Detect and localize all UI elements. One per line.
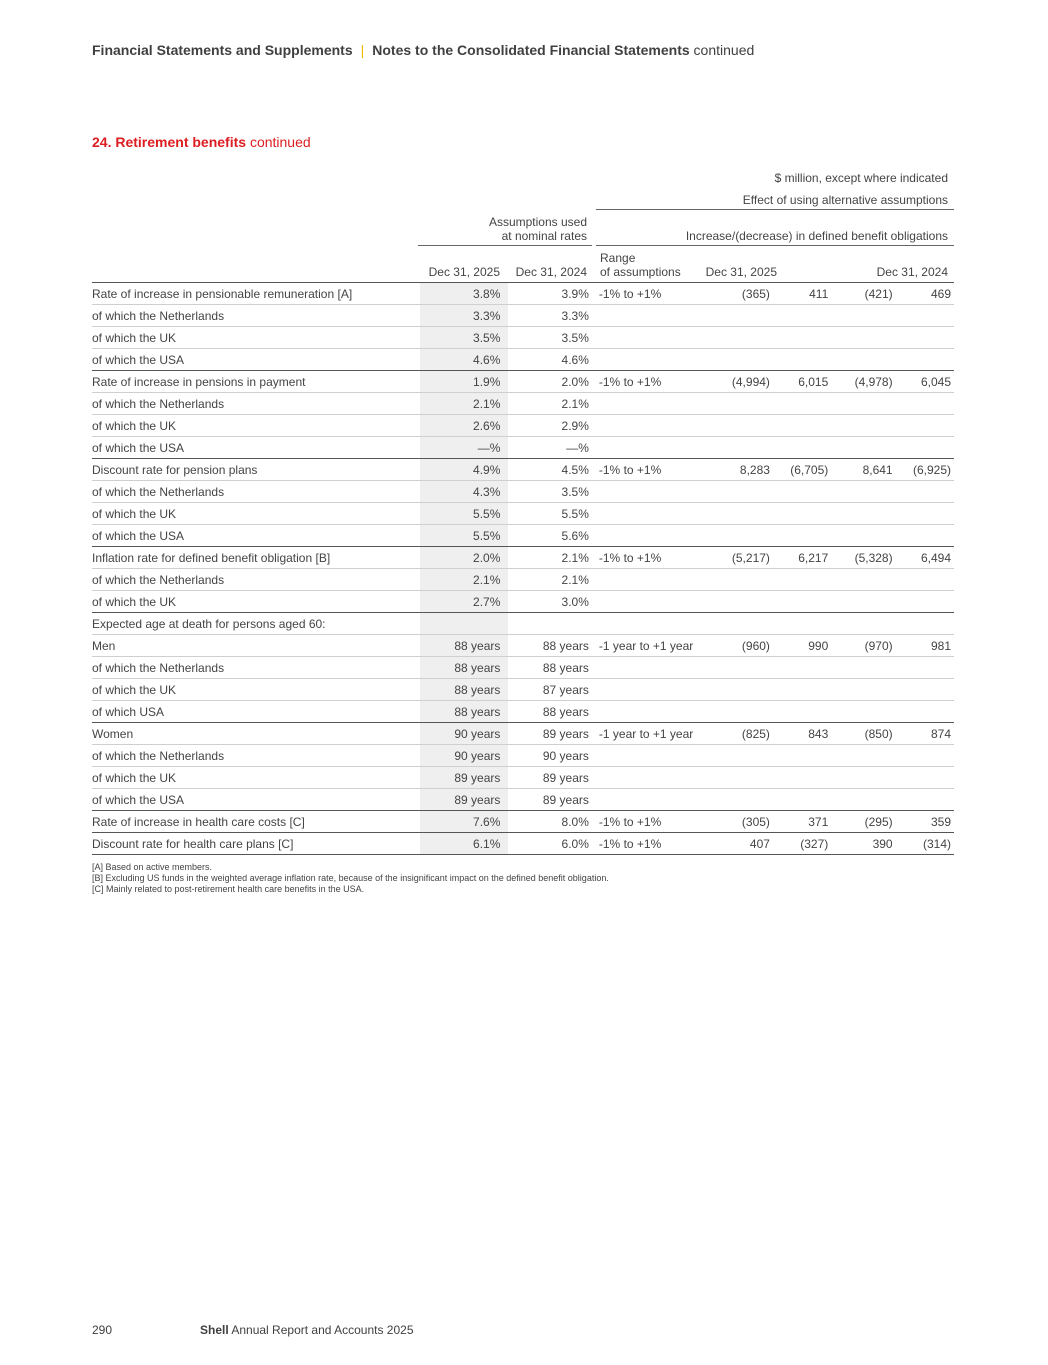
value-2025: 4.3% — [420, 481, 509, 503]
effect-2024-decrease — [834, 503, 898, 525]
value-2024: 2.1% — [508, 393, 595, 415]
effect-2024-increase — [899, 481, 954, 503]
range — [595, 349, 704, 371]
value-2025: 90 years — [420, 745, 509, 767]
range: -1 year to +1 year — [595, 723, 704, 745]
effect-2025-increase — [776, 393, 834, 415]
row-label: Discount rate for pension plans — [92, 459, 420, 481]
value-2024: 3.5% — [508, 481, 595, 503]
section-title — [92, 134, 311, 150]
effect-2025-increase — [776, 613, 834, 635]
value-2024: 3.9% — [508, 283, 595, 305]
value-2024: 2.1% — [508, 547, 595, 569]
effect-2025-decrease: (365) — [704, 283, 776, 305]
range — [595, 481, 704, 503]
value-2024: 2.0% — [508, 371, 595, 393]
effect-2025-increase — [776, 767, 834, 789]
table-row — [92, 569, 954, 591]
row-label: of which the Netherlands — [92, 305, 420, 327]
table-row — [92, 591, 954, 613]
effect-2024-increase — [899, 393, 954, 415]
effect-2025-increase — [776, 679, 834, 701]
value-2025: 89 years — [420, 789, 509, 811]
range — [595, 393, 704, 415]
row-label: of which the USA — [92, 349, 420, 371]
effect-2024-decrease — [834, 701, 898, 723]
effect-2024-decrease — [834, 569, 898, 591]
value-2025: 89 years — [420, 767, 509, 789]
effect-2025-increase — [776, 503, 834, 525]
value-2024: 87 years — [508, 679, 595, 701]
row-label: of which the Netherlands — [92, 657, 420, 679]
table-row — [92, 283, 954, 305]
row-label: of which the USA — [92, 789, 420, 811]
effect-2024-decrease: (421) — [834, 283, 898, 305]
effect-2024-decrease — [834, 327, 898, 349]
row-label: Women — [92, 723, 420, 745]
table-row — [92, 613, 954, 635]
value-2025 — [420, 613, 509, 635]
table-row — [92, 481, 954, 503]
table-row — [92, 415, 954, 437]
value-2024: 2.1% — [508, 569, 595, 591]
effect-2025-decrease — [704, 327, 776, 349]
effect-2025-increase — [776, 437, 834, 459]
row-label: Inflation rate for defined benefit obligation [B] — [92, 547, 420, 569]
footer-title — [200, 1323, 414, 1337]
row-label: of which the UK — [92, 503, 420, 525]
footnote-c: [C] Mainly related to post-retirement health care benefits in the USA. — [92, 884, 365, 894]
effect-2025-increase: 371 — [776, 811, 834, 833]
table-row — [92, 371, 954, 393]
effect-2025-decrease — [704, 613, 776, 635]
value-2024 — [508, 613, 595, 635]
table-row — [92, 789, 954, 811]
effect-2024-increase: 981 — [899, 635, 954, 657]
range — [595, 613, 704, 635]
table-row — [92, 525, 954, 547]
row-label: of which the UK — [92, 415, 420, 437]
effect-2024-decrease: (4,978) — [834, 371, 898, 393]
value-2024: 88 years — [508, 635, 595, 657]
table-row — [92, 657, 954, 679]
col-header-2025: Dec 31, 2025 — [428, 265, 500, 279]
value-2024: 6.0% — [508, 833, 595, 855]
col-header-effect-2024: Dec 31, 2024 — [876, 265, 948, 279]
effect-2024-increase — [899, 613, 954, 635]
effect-2025-decrease: (5,217) — [704, 547, 776, 569]
effect-2024-increase: 6,045 — [899, 371, 954, 393]
effect-2024-increase — [899, 679, 954, 701]
range — [595, 503, 704, 525]
value-2024: 89 years — [508, 789, 595, 811]
effect-2025-increase: 843 — [776, 723, 834, 745]
table-row — [92, 701, 954, 723]
value-2024: 89 years — [508, 767, 595, 789]
assumptions-heading-line2: at nominal rates — [501, 229, 587, 243]
col-header-range — [600, 251, 681, 279]
value-2025: 5.5% — [420, 525, 509, 547]
effect-2024-decrease — [834, 305, 898, 327]
units-note: $ million, except where indicated — [774, 171, 948, 185]
range-line1: Range — [600, 251, 636, 265]
effect-2025-increase — [776, 525, 834, 547]
value-2024: 4.5% — [508, 459, 595, 481]
value-2024: 90 years — [508, 745, 595, 767]
row-label: of which the UK — [92, 591, 420, 613]
effect-2024-decrease — [834, 745, 898, 767]
row-label: of which the Netherlands — [92, 393, 420, 415]
effect-2025-decrease — [704, 437, 776, 459]
effect-2025-increase: 6,217 — [776, 547, 834, 569]
table-row — [92, 723, 954, 745]
header-separator: | — [360, 42, 365, 58]
value-2025: 2.0% — [420, 547, 509, 569]
effect-2025-decrease: (825) — [704, 723, 776, 745]
divider — [596, 209, 954, 210]
effect-2024-decrease — [834, 349, 898, 371]
value-2024: 89 years — [508, 723, 595, 745]
range — [595, 525, 704, 547]
range: -1 year to +1 year — [595, 635, 704, 657]
effect-2025-decrease: (305) — [704, 811, 776, 833]
table-row — [92, 437, 954, 459]
effect-heading: Effect of using alternative assumptions — [742, 193, 948, 207]
effect-2024-decrease: 390 — [834, 833, 898, 855]
value-2025: 90 years — [420, 723, 509, 745]
value-2025: 88 years — [420, 701, 509, 723]
effect-2024-increase — [899, 437, 954, 459]
effect-2025-increase — [776, 305, 834, 327]
effect-2024-increase — [899, 569, 954, 591]
effect-2025-decrease — [704, 789, 776, 811]
value-2024: 88 years — [508, 657, 595, 679]
effect-2024-increase — [899, 327, 954, 349]
row-label: of which the Netherlands — [92, 569, 420, 591]
range — [595, 745, 704, 767]
effect-2025-decrease: 407 — [704, 833, 776, 855]
row-label: of which the USA — [92, 525, 420, 547]
value-2025: 2.6% — [420, 415, 509, 437]
row-label: Discount rate for health care plans [C] — [92, 833, 420, 855]
footnotes — [92, 862, 609, 895]
header-continued: continued — [693, 42, 755, 58]
effect-2024-decrease — [834, 613, 898, 635]
value-2025: 2.7% — [420, 591, 509, 613]
value-2024: 88 years — [508, 701, 595, 723]
effect-2024-decrease — [834, 481, 898, 503]
range — [595, 437, 704, 459]
table-row — [92, 503, 954, 525]
table-row — [92, 305, 954, 327]
table-row — [92, 393, 954, 415]
table-row — [92, 745, 954, 767]
effect-2025-decrease — [704, 745, 776, 767]
range: -1% to +1% — [595, 547, 704, 569]
effect-2024-increase: (6,925) — [899, 459, 954, 481]
footer-report: Annual Report and Accounts 2025 — [231, 1323, 414, 1337]
table-row — [92, 811, 954, 833]
effect-2024-increase — [899, 789, 954, 811]
range — [595, 679, 704, 701]
range — [595, 767, 704, 789]
range — [595, 657, 704, 679]
range: -1% to +1% — [595, 459, 704, 481]
effect-2025-increase — [776, 591, 834, 613]
value-2024: —% — [508, 437, 595, 459]
effect-2024-decrease — [834, 789, 898, 811]
value-2024: 3.3% — [508, 305, 595, 327]
header-subsection: Notes to the Consolidated Financial Statements — [372, 42, 690, 58]
effect-2025-decrease — [704, 481, 776, 503]
effect-2025-increase: (327) — [776, 833, 834, 855]
effect-2024-increase: 6,494 — [899, 547, 954, 569]
row-label: Rate of increase in pensions in payment — [92, 371, 420, 393]
effect-2024-increase — [899, 701, 954, 723]
value-2025: 2.1% — [420, 569, 509, 591]
effect-2025-increase — [776, 481, 834, 503]
effect-2024-decrease: (5,328) — [834, 547, 898, 569]
effect-2025-decrease: (960) — [704, 635, 776, 657]
range — [595, 701, 704, 723]
effect-2025-decrease — [704, 569, 776, 591]
effect-2025-decrease: 8,283 — [704, 459, 776, 481]
value-2025: 1.9% — [420, 371, 509, 393]
footnote-a: [A] Based on active members. — [92, 862, 213, 872]
effect-2024-increase — [899, 305, 954, 327]
row-label: of which the Netherlands — [92, 745, 420, 767]
effect-2025-increase: 990 — [776, 635, 834, 657]
effect-2024-decrease: (295) — [834, 811, 898, 833]
effect-2024-increase: 359 — [899, 811, 954, 833]
effect-2025-decrease — [704, 657, 776, 679]
effect-2025-decrease — [704, 767, 776, 789]
value-2024: 3.5% — [508, 327, 595, 349]
range — [595, 591, 704, 613]
value-2024: 5.5% — [508, 503, 595, 525]
effect-2024-increase — [899, 349, 954, 371]
col-header-2024: Dec 31, 2024 — [515, 265, 587, 279]
footer-brand: Shell — [200, 1323, 229, 1337]
effect-2025-decrease — [704, 349, 776, 371]
effect-2025-decrease — [704, 503, 776, 525]
section-title-continued: continued — [249, 134, 311, 150]
assumptions-heading-line1: Assumptions used — [488, 215, 587, 229]
effect-2024-decrease — [834, 525, 898, 547]
row-label: Rate of increase in pensionable remuneration [A] — [92, 283, 420, 305]
range: -1% to +1% — [595, 283, 704, 305]
effect-2025-increase — [776, 349, 834, 371]
effect-2025-increase — [776, 657, 834, 679]
value-2025: 3.8% — [420, 283, 509, 305]
effect-2025-decrease — [704, 679, 776, 701]
row-label: of which the UK — [92, 767, 420, 789]
effect-2025-decrease — [704, 591, 776, 613]
table-row — [92, 459, 954, 481]
value-2025: 3.5% — [420, 327, 509, 349]
range: -1% to +1% — [595, 833, 704, 855]
table-row — [92, 327, 954, 349]
value-2024: 3.0% — [508, 591, 595, 613]
row-label: of which the USA — [92, 437, 420, 459]
effect-2024-decrease — [834, 415, 898, 437]
table-row — [92, 767, 954, 789]
value-2024: 8.0% — [508, 811, 595, 833]
value-2025: 3.3% — [420, 305, 509, 327]
row-label: of which the UK — [92, 679, 420, 701]
effect-2025-increase — [776, 789, 834, 811]
value-2024: 2.9% — [508, 415, 595, 437]
effect-2024-decrease — [834, 591, 898, 613]
effect-2025-increase — [776, 569, 834, 591]
page-number: 290 — [92, 1323, 113, 1337]
row-label: Rate of increase in health care costs [C] — [92, 811, 420, 833]
effect-2024-increase — [899, 415, 954, 437]
effect-2024-increase — [899, 503, 954, 525]
table-row — [92, 833, 954, 855]
value-2025: 4.6% — [420, 349, 509, 371]
effect-2024-decrease: (970) — [834, 635, 898, 657]
range — [595, 569, 704, 591]
divider — [596, 245, 954, 246]
effect-2024-increase — [899, 745, 954, 767]
effect-2024-decrease — [834, 679, 898, 701]
effect-2024-decrease — [834, 437, 898, 459]
effect-2024-increase — [899, 591, 954, 613]
effect-2024-increase: (314) — [899, 833, 954, 855]
effect-2025-increase: (6,705) — [776, 459, 834, 481]
row-label: Expected age at death for persons aged 60: — [92, 613, 420, 635]
range — [595, 327, 704, 349]
row-label: of which USA — [92, 701, 420, 723]
effect-2025-increase: 6,015 — [776, 371, 834, 393]
range: -1% to +1% — [595, 811, 704, 833]
effect-2025-decrease: (4,994) — [704, 371, 776, 393]
range — [595, 789, 704, 811]
effect-2024-increase — [899, 767, 954, 789]
effect-2024-increase: 874 — [899, 723, 954, 745]
effect-2024-increase — [899, 525, 954, 547]
effect-2024-decrease — [834, 767, 898, 789]
table-row — [92, 679, 954, 701]
section-title-text: 24. Retirement benefits — [92, 134, 247, 150]
value-2024: 5.6% — [508, 525, 595, 547]
value-2025: 2.1% — [420, 393, 509, 415]
header-section: Financial Statements and Supplements — [92, 42, 353, 58]
running-header — [92, 42, 754, 58]
effect-2025-decrease — [704, 393, 776, 415]
value-2025: 4.9% — [420, 459, 509, 481]
value-2025: 88 years — [420, 679, 509, 701]
value-2025: 6.1% — [420, 833, 509, 855]
effect-2025-increase — [776, 745, 834, 767]
increase-heading: Increase/(decrease) in defined benefit obligations — [685, 229, 948, 243]
effect-2025-increase — [776, 415, 834, 437]
col-header-effect-2025: Dec 31, 2025 — [705, 265, 777, 279]
effect-2024-decrease — [834, 657, 898, 679]
value-2025: 88 years — [420, 635, 509, 657]
effect-2025-decrease — [704, 305, 776, 327]
footnote-b: [B] Excluding US funds in the weighted average inflation rate, because of the insignificant impact on the defined benefit obligation. — [92, 873, 609, 883]
table-row — [92, 349, 954, 371]
effect-2024-decrease: 8,641 — [834, 459, 898, 481]
effect-2024-decrease — [834, 393, 898, 415]
range: -1% to +1% — [595, 371, 704, 393]
value-2024: 4.6% — [508, 349, 595, 371]
effect-2025-increase — [776, 701, 834, 723]
assumptions-heading — [489, 215, 587, 243]
value-2025: 7.6% — [420, 811, 509, 833]
effect-2024-increase: 469 — [899, 283, 954, 305]
value-2025: 88 years — [420, 657, 509, 679]
divider — [418, 245, 592, 246]
effect-2024-increase — [899, 657, 954, 679]
range — [595, 305, 704, 327]
row-label: Men — [92, 635, 420, 657]
row-label: of which the UK — [92, 327, 420, 349]
effect-2025-decrease — [704, 701, 776, 723]
value-2025: —% — [420, 437, 509, 459]
effect-2025-increase — [776, 327, 834, 349]
value-2025: 5.5% — [420, 503, 509, 525]
table-row — [92, 547, 954, 569]
effect-2025-increase: 411 — [776, 283, 834, 305]
effect-2025-decrease — [704, 525, 776, 547]
effect-2024-decrease: (850) — [834, 723, 898, 745]
effect-2025-decrease — [704, 415, 776, 437]
range — [595, 415, 704, 437]
range-line2: of assumptions — [600, 265, 681, 279]
table-row — [92, 635, 954, 657]
assumptions-table — [92, 282, 954, 855]
row-label: of which the Netherlands — [92, 481, 420, 503]
